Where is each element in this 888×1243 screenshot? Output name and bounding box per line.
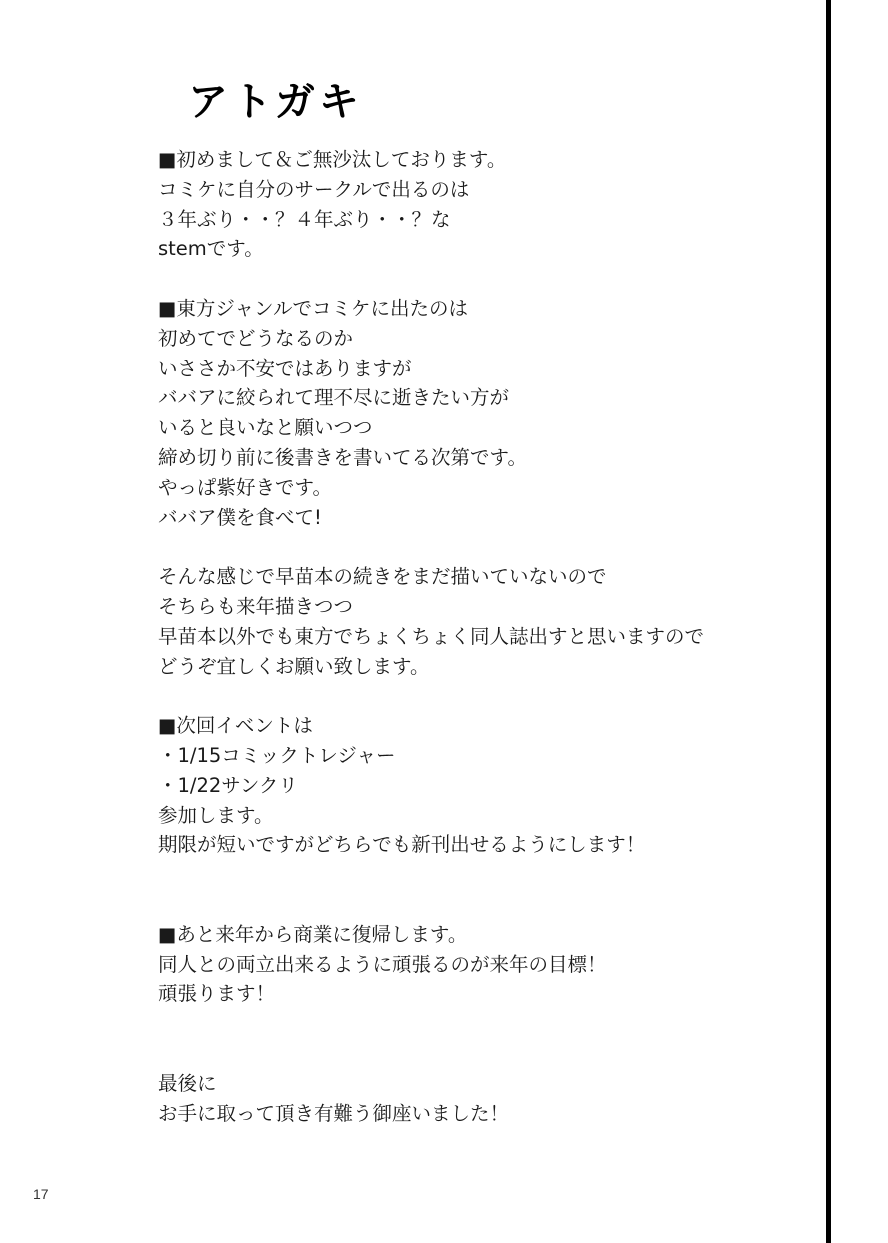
text-line: ■あと来年から商業に復帰します。 <box>158 922 468 946</box>
text-line: 期限が短いですがどちらでも新刊出せるようにします！ <box>158 833 646 857</box>
text-line: 同人との両立出来るように頑張るのが来年の目標！ <box>158 952 607 976</box>
text-line: ・1/22サンクリ <box>158 773 298 797</box>
page-title: アトガキ <box>188 79 363 125</box>
text-line: ３年ぶり・・？４年ぶり・・？な <box>158 207 451 231</box>
text-line: ・1/15コミックトレジャー <box>158 743 396 767</box>
afterword-body <box>158 145 798 1128</box>
text-line: 頑張ります！ <box>158 982 276 1006</box>
text-line: やっぱ紫好きです。 <box>158 475 332 499</box>
text-line: そちらも来年描きつつ <box>158 594 354 618</box>
page-edge-border <box>826 0 831 1243</box>
text-line: そんな感じで早苗本の続きをまだ描いていないので <box>158 565 607 589</box>
text-line: 早苗本以外でも東方でちょくちょく同人誌出すと思いますので <box>158 624 705 648</box>
text-line: 参加します。 <box>158 803 274 827</box>
text-line: ババア僕を食べて! <box>158 505 322 529</box>
text-line: 締め切り前に後書きを書いてる次第です。 <box>158 445 527 469</box>
text-line: ■東方ジャンルでコミケに出たのは <box>158 296 469 320</box>
blank-line <box>158 681 798 711</box>
blank-line <box>158 1009 798 1039</box>
blank-line <box>158 890 798 920</box>
text-line: ■初めまして＆ご無沙汰しております。 <box>158 148 507 171</box>
blank-line <box>158 860 798 890</box>
text-line: どうぞ宜しくお願い致します。 <box>158 654 430 678</box>
text-line: 初めてでどうなるのか <box>158 326 354 350</box>
text-line: いささか不安ではありますが <box>158 356 412 380</box>
text-line: ババアに絞られて理不尽に逝きたい方が <box>158 386 510 410</box>
blank-line <box>158 264 798 294</box>
blank-line <box>158 532 798 562</box>
blank-line <box>158 1039 798 1069</box>
text-line: お手に取って頂き有難う御座いました！ <box>158 1101 510 1125</box>
text-line: stemです。 <box>158 237 264 261</box>
text-line: いると良いなと願いつつ <box>158 416 373 440</box>
text-line: ■次回イベントは <box>158 714 313 738</box>
page-number: 17 <box>33 1186 49 1202</box>
text-line: 最後に <box>158 1071 217 1095</box>
text-line: コミケに自分のサークルで出るのは <box>158 177 470 201</box>
